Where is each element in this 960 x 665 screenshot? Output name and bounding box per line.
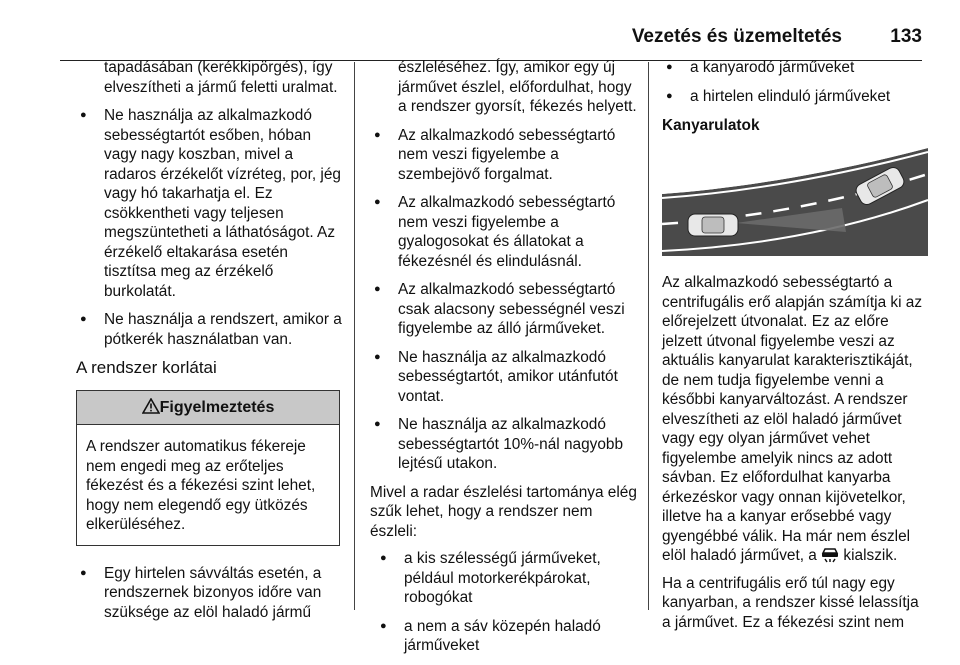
column-3 <box>662 58 928 640</box>
bullet-list <box>76 106 344 349</box>
list-item: ● Az alkalmazkodó sebességtartó nem veszi figyelembe a gyalogosokat és állatokat a fékezésnél és elindulásnál. <box>370 193 638 271</box>
bullet-list <box>370 126 638 474</box>
warning-body: A rendszer automatikus fékereje nem engedi meg az erőteljes fékezést és a fékezési szint lehet, hogy nem elegendő egy ütközés elkerüléséhez. <box>86 438 316 533</box>
warning-triangle-icon <box>142 398 160 414</box>
paragraph <box>662 273 928 566</box>
list-item: ● Ne használja a rendszert, amikor a pótkerék használatban van. <box>76 310 344 349</box>
list-item: ● a nem a sáv közepén haladó járműveket <box>370 617 638 656</box>
column-divider-2 <box>648 62 649 610</box>
list-item: ● Az alkalmazkodó sebességtartó nem veszi figyelembe a szembejövő forgalmat. <box>370 126 638 185</box>
list-item: ● Az alkalmazkodó sebességtartó csak alacsony sebességnél veszi figyelembe az álló járműveket. <box>370 280 638 339</box>
list-item: ● Ne használja az alkalmazkodó sebességtartót 10%-nál nagyobb lejtésű utakon. <box>370 415 638 474</box>
sub-bullet-list <box>370 549 638 656</box>
column-1 <box>76 58 344 631</box>
list-item: ● Ne használja az alkalmazkodó sebességtartót esőben, hóban vagy nagy koszban, mivel a radaros érzékelőt vízréteg, por, jég vagy hó takarhatja el. Ez csökkentheti vagy teljesen megszüntetheti a láthatóságot. Az érzékelő eltakarása esetén tisztítsa meg az érzékelő burkolatát. <box>76 106 344 301</box>
page-header <box>0 12 960 52</box>
sub-bullet-list <box>662 58 928 106</box>
vehicle-ahead-indicator-icon <box>821 547 839 563</box>
section-heading: A rendszer korlátai <box>76 358 217 377</box>
continued-text: észleléséhez. Így, amikor egy új járművet észlel, előfordulhat, hogy a rendszer gyorsít, fékezés helyett. <box>398 59 637 115</box>
column-divider-1 <box>354 62 355 610</box>
header-title: Vezetés és üzemeltetés <box>631 26 842 47</box>
subsection-heading: Kanyarulatok <box>662 117 760 134</box>
warning-box <box>76 390 340 546</box>
list-item: ● Egy hirtelen sávváltás esetén, a rendszernek bizonyos időre van szüksége az elöl haladó jármű <box>76 564 344 623</box>
curve-illustration <box>662 148 928 256</box>
list-item: ● Ne használja az alkalmazkodó sebességtartót, amikor utánfutót vontat. <box>370 348 638 407</box>
paragraph-text-end: kialszik. <box>843 547 898 564</box>
paragraph: Ha a centrifugális erő túl nagy egy kanyarban, a rendszer kissé lelassítja a járművet. Ez a fékezési szint nem <box>662 574 919 631</box>
continued-text: tapadásában (kerékkipörgés), így elveszítheti a jármű feletti uralmat. <box>104 59 338 96</box>
vehicle-own-icon <box>688 214 738 236</box>
list-item: ● a kis szélességű járműveket, például motorkerékpárokat, robogókat <box>370 549 638 608</box>
paragraph: Mivel a radar észlelési tartománya elég szűk lehet, hogy a rendszer nem észleli: <box>370 483 637 540</box>
column-2 <box>370 58 638 665</box>
warning-header <box>77 391 339 426</box>
page-number: 133 <box>890 26 922 47</box>
list-item: ● a hirtelen elinduló járműveket <box>662 87 928 107</box>
bullet-list-2 <box>76 564 344 623</box>
paragraph-text: Az alkalmazkodó sebességtartó a centrifugális erő alapján számítja ki az előrejelzett útvonalat. Ez az előre jelzett útvonal figyelembe veszi az aktuális kanyarulat karakterisztikáját, de nem tudja figyelembe venni a későbbi kanyarváltozást. A rendszer elveszítheti az elöl haladó járművet vagy egy olyan járművet vehet figyelembe amelyik nincs az adott sávban. Ez előfordulhat kanyarba érkezéskor vagy onnan kijövetelkor, illetve ha a kanyar erősebbé vagy gyengébbé válik. Ha már nem észlel elöl haladó járművet, a <box>662 274 923 564</box>
list-item: ● a kanyarodó járműveket <box>662 58 928 78</box>
warning-title: Figyelmeztetés <box>159 398 275 416</box>
